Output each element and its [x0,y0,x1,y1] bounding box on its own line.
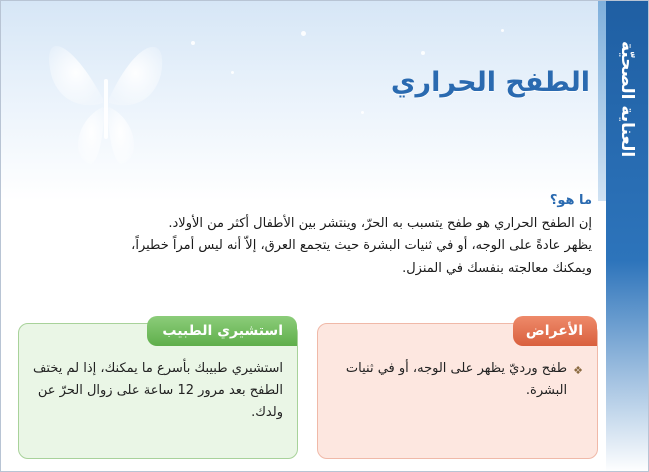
side-tab [606,1,648,472]
page-title: الطفح الحراري [390,67,590,98]
side-tab-shadow [598,1,606,201]
doctor-heading: استشيري الطبيب [147,316,297,346]
side-tab-label: العناية الصحيّة [617,40,637,158]
doctor-text: استشيري طبيبك بأسرع ما يمكنك، إذا لم يختف الطفح بعد مرور 12 ساعة على زوال الحرّ عن ولدك. [32,361,283,420]
symptoms-item [330,358,583,402]
intro-section [32,190,592,280]
side-tab-title [610,9,644,189]
doctor-box [18,323,298,459]
intro-line-3: ويمكنك معالجته بنفسك في المنزل. [402,260,592,276]
butterfly-illustration [41,19,171,179]
symptoms-box [317,323,598,459]
symptoms-item-text: طفح ورديّ يظهر على الوجه، أو في ثنيات البشرة. [345,361,568,398]
symptoms-list [330,358,583,402]
intro-line-1: إن الطفح الحراري هو طفح يتسبب به الحرّ، وينتشر بين الأطفال أكثر من الأولاد. [168,215,592,231]
intro-question: ما هو؟ [549,193,592,208]
header-banner [1,1,649,201]
intro-line-2: يظهر عادةً على الوجه، أو في ثنيات البشرة حيث يتجمع العرق، إلاّ أنه ليس أمراً خطيراً، [131,238,592,253]
symptoms-heading: الأعراض [513,316,597,346]
diamond-bullet-icon: ❖ [573,364,583,377]
